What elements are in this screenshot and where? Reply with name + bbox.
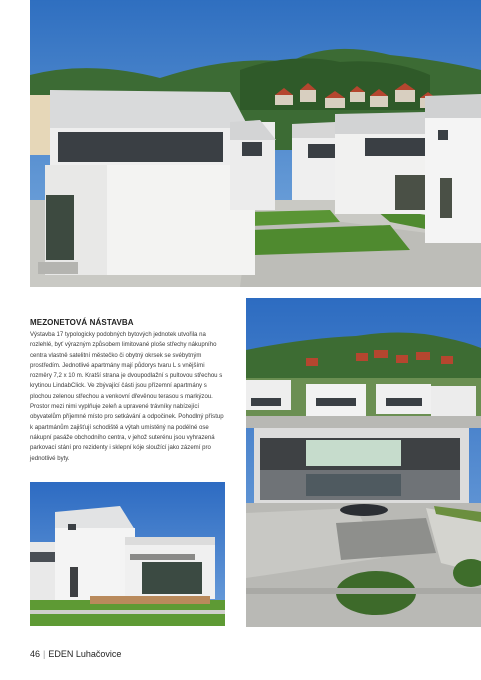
publication-name: EDEN Luhačovice	[48, 649, 122, 659]
article	[30, 318, 227, 464]
photo-apartment-terrace	[30, 482, 225, 626]
article-body: Výstavba 17 typologicky podobných bytových jednotek utvořila na rozlehlé, byť výrazným způsobem limitované ploše střechy nákupního centra vlastně satelitní městečko či obytný okrsek se svébytným prostředím. Jednotlivé apartmány mají půdorys tvaru L s vnějšími rozměry 7,2 x 10 m. Kratší strana je dvoupodlažní s pultovou střechou s krytinou LindabClick. Ve zbývající části jsou přízemní apartmány s plochou zelenou střechou a venkovní dřevěnou terasou s markýzou. Prostor mezi nimi vyplňuje zeleň a upravené trávníky nabízející obyvatelům příjemné místo pro setkávání a odpočinek. Pohodlný přístup k apartmánům zajišťují schodiště a výtah umístěný na podélné ose nákupní pasáže obchodního centra, v jehož suterénu jsou vyhrazená parkovací stání pro rezidenty i sklepní kóje sloužící jako zázemí pro jednotlivé byty.	[30, 332, 224, 462]
photo-shopping-centre-terrace	[246, 298, 481, 627]
footer-separator: |	[43, 649, 46, 659]
page-footer	[30, 649, 121, 659]
page-number: 46	[30, 649, 41, 659]
article-heading: MEZONETOVÁ NÁSTAVBA	[30, 318, 134, 327]
photo-white-houses-rooftop	[30, 0, 481, 287]
